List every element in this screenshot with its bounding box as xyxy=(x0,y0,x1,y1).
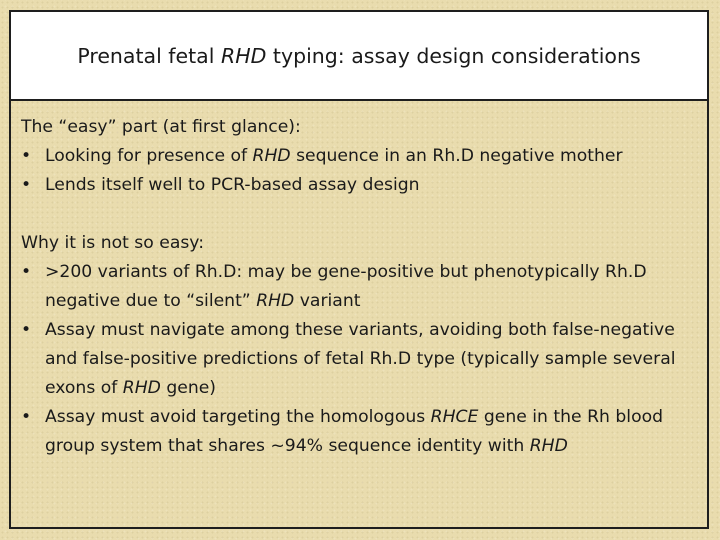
bullet-marker: • xyxy=(21,262,32,282)
text-run: >200 variants of Rh.D: may be gene-positive but phenotypically Rh.D negative due to “silent” xyxy=(45,262,647,311)
text-run: gene) xyxy=(160,378,217,398)
text-run: Looking for presence of xyxy=(45,146,253,166)
gene-name: RHCE xyxy=(430,407,479,427)
bullet-marker: • xyxy=(21,320,32,340)
title-text-start: Prenatal fetal xyxy=(77,43,221,68)
slide-title xyxy=(77,44,640,68)
gene-name: RHD xyxy=(252,146,291,166)
bullet-text: Lends itself well to PCR-based assay design xyxy=(45,175,420,195)
gene-name: RHD xyxy=(122,378,161,398)
hard-bullet-2 xyxy=(21,316,693,403)
slide-body xyxy=(21,113,693,461)
easy-bullet-2 xyxy=(21,171,693,200)
text-run: Assay must avoid targeting the homologous xyxy=(45,407,431,427)
paragraph-gap xyxy=(21,200,693,229)
title-box xyxy=(11,12,707,101)
bullet-marker: • xyxy=(21,407,32,427)
title-text-end: typing: assay design considerations xyxy=(266,43,641,68)
hard-bullet-3 xyxy=(21,403,693,461)
easy-bullet-1 xyxy=(21,142,693,171)
easy-heading: The “easy” part (at first glance): xyxy=(21,117,301,137)
hard-bullet-1 xyxy=(21,258,693,316)
gene-name: RHD xyxy=(529,436,568,456)
title-gene-name: RHD xyxy=(220,43,267,68)
text-run: variant xyxy=(294,291,361,311)
text-run: Assay must navigate among these variants, avoiding both false-negative and false-positive predictions of fetal Rh.D type (typically sample several exons of xyxy=(45,320,676,398)
gene-name: RHD xyxy=(256,291,295,311)
bullet-text xyxy=(45,403,693,461)
bullet-text xyxy=(45,316,693,403)
bullet-marker: • xyxy=(21,146,32,166)
bullet-text xyxy=(45,142,693,171)
hard-heading: Why it is not so easy: xyxy=(21,233,205,253)
bullet-text xyxy=(45,258,693,316)
bullet-marker: • xyxy=(21,175,32,195)
text-run: sequence in an Rh.D negative mother xyxy=(290,146,623,166)
text-run: gene in the Rh blood group system that shares ~94% sequence identity with xyxy=(45,407,664,456)
